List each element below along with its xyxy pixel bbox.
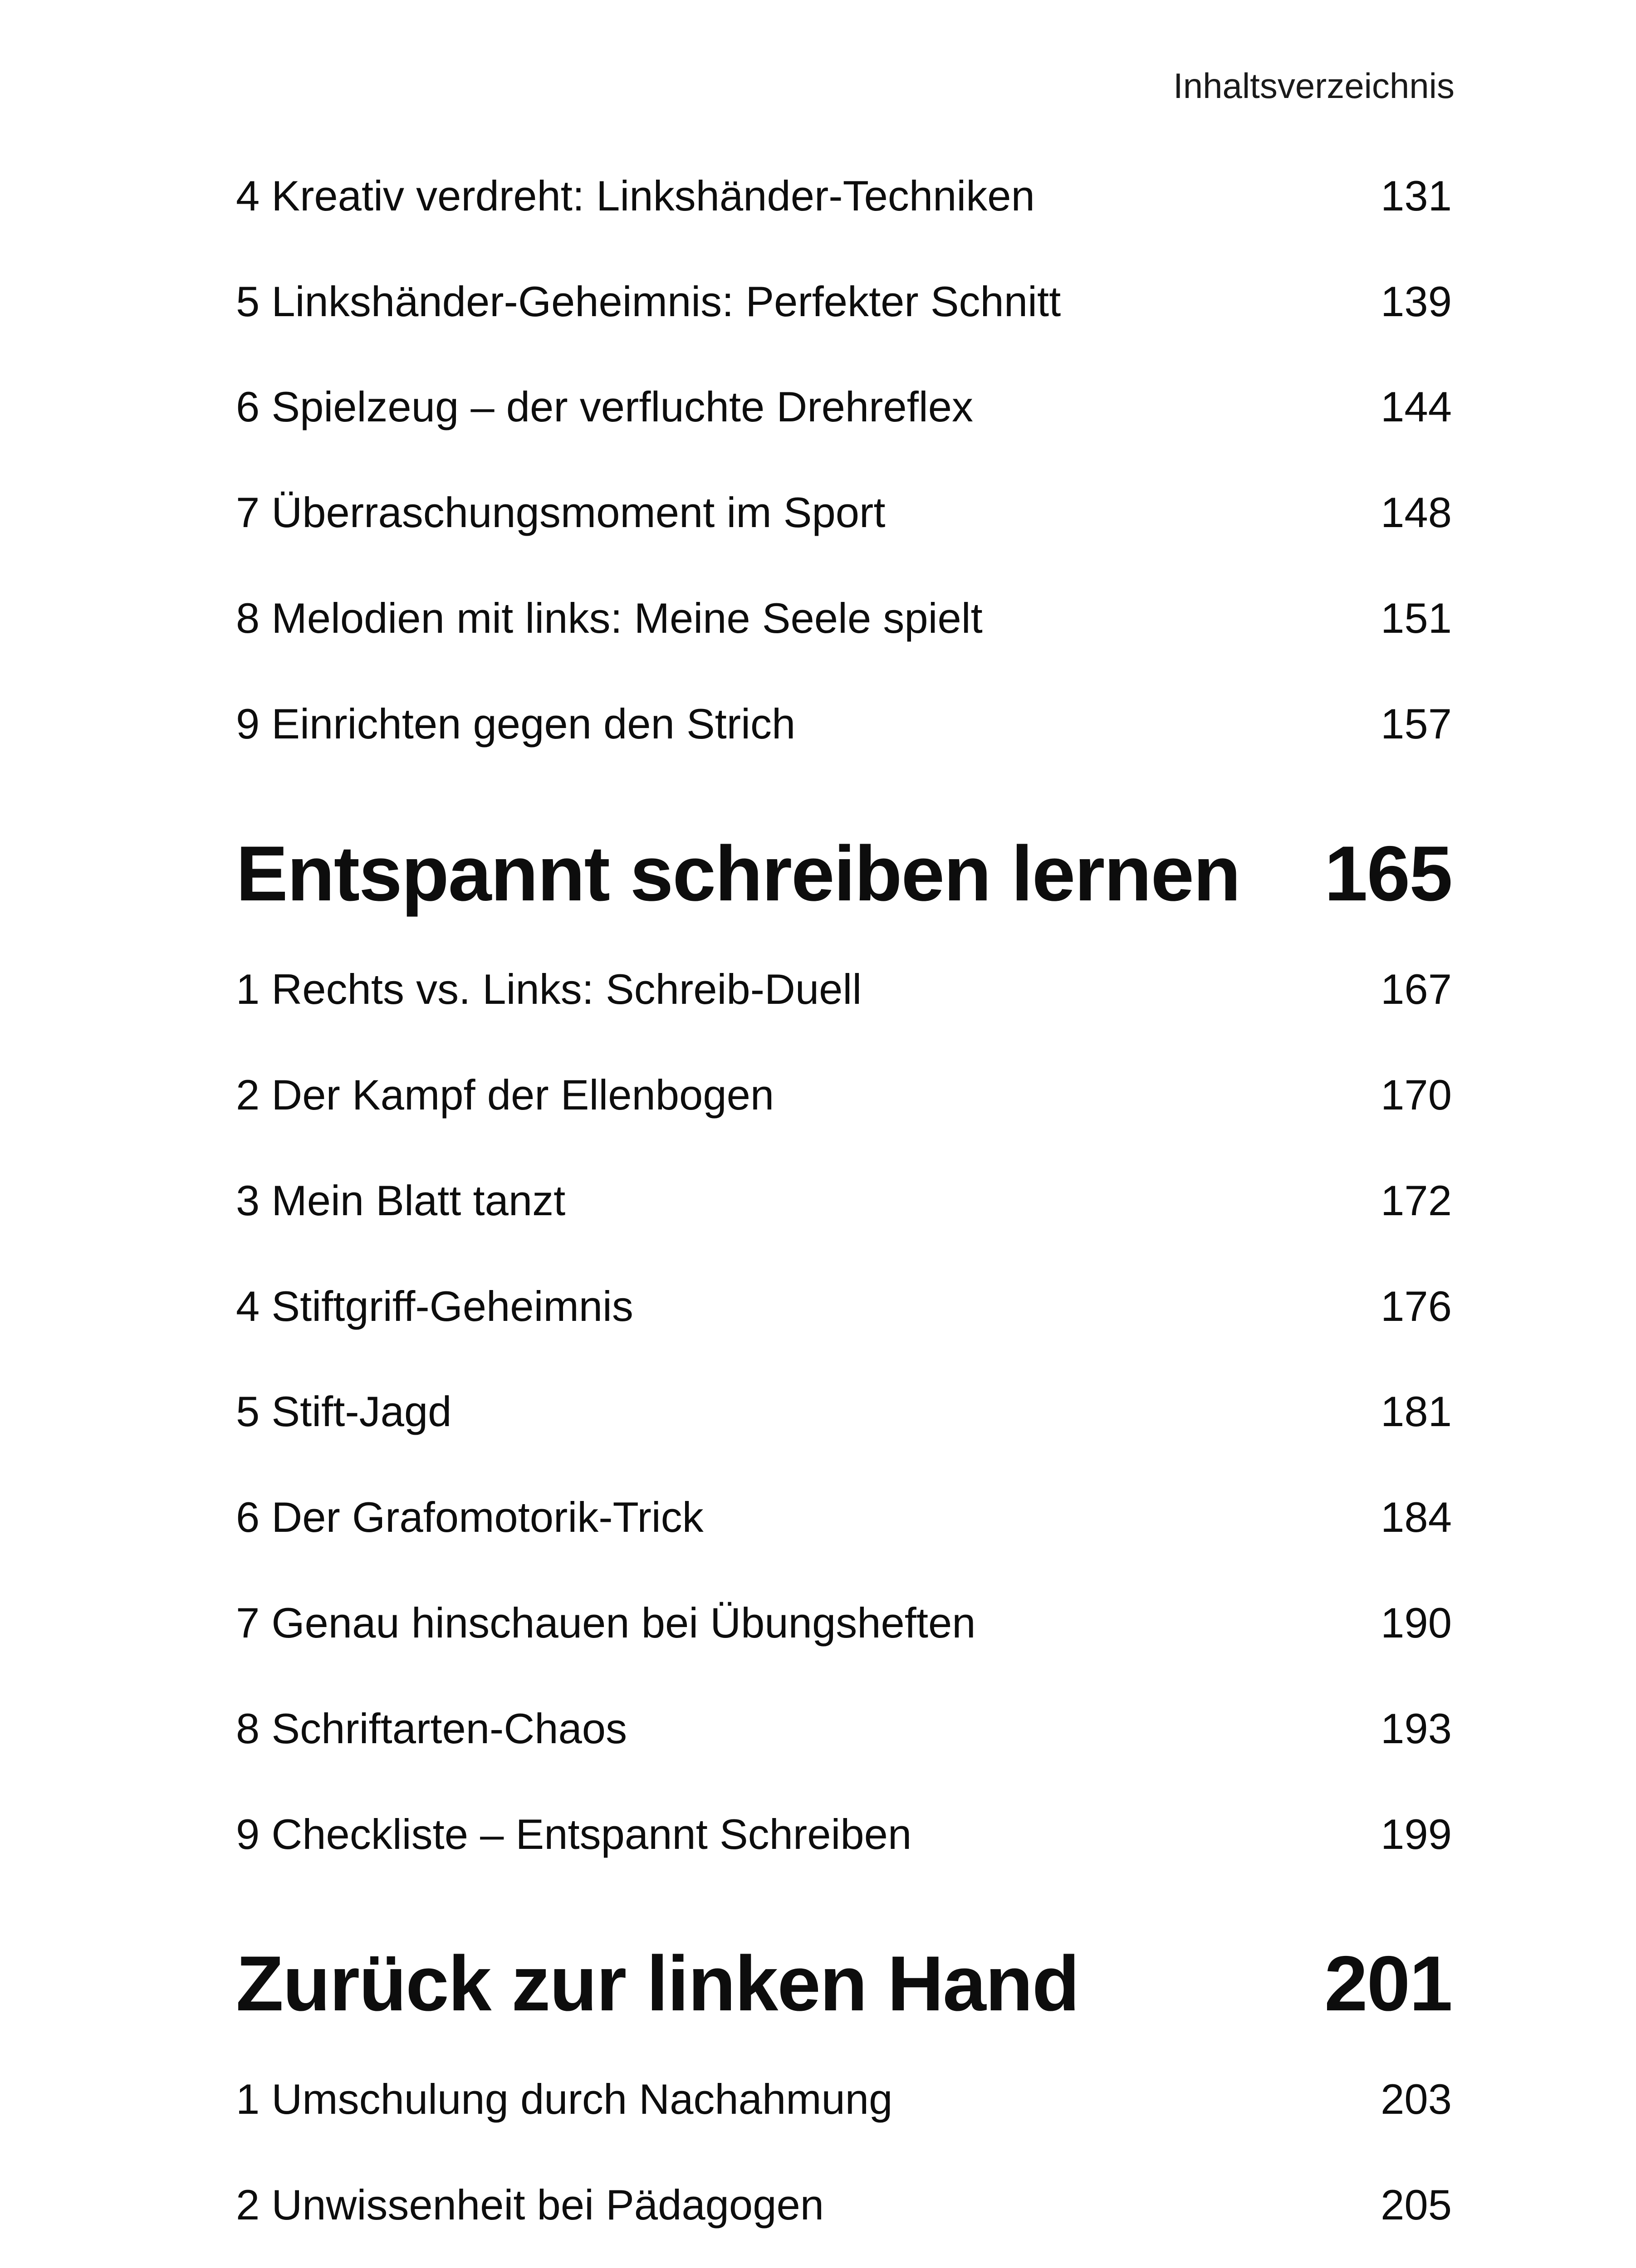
toc-entry-title: 5 Stift-Jagd	[236, 1388, 452, 1435]
running-header: Inhaltsverzeichnis	[1173, 66, 1455, 106]
chapter-page: 201	[1324, 1940, 1452, 2027]
toc-entry	[236, 594, 1452, 642]
toc-entry-title: 5 Linkshänder-Geheimnis: Perfekter Schnitt	[236, 278, 1061, 325]
toc-entry	[236, 965, 1452, 1013]
toc-chapter-heading	[236, 1940, 1452, 2027]
toc-entry-title: 8 Melodien mit links: Meine Seele spielt	[236, 594, 983, 642]
toc-entry-page: 176	[1381, 1282, 1452, 1330]
toc-entry-page: 139	[1381, 278, 1452, 325]
toc-entry	[236, 1707, 1452, 1750]
toc-entry-page: 172	[1381, 1177, 1452, 1224]
toc-entry-title: 9 Checkliste – Entspannt Schreiben	[236, 1810, 912, 1858]
toc-entry-page: 181	[1381, 1388, 1452, 1435]
toc-entry	[236, 1810, 1452, 1858]
toc-entry	[236, 1282, 1452, 1330]
toc-entry-title: 9 Einrichten gegen den Strich	[236, 700, 796, 748]
toc-entry-title: 4 Stiftgriff-Geheimnis	[236, 1282, 633, 1330]
toc-entry-page: 157	[1381, 700, 1452, 748]
toc-entry-title: 7 Überraschungsmoment im Sport	[236, 489, 886, 536]
toc-entry-title: 6 Spielzeug – der verfluchte Drehreflex	[236, 383, 973, 430]
toc-entry-page: 144	[1381, 383, 1452, 430]
toc-entry	[236, 491, 1452, 534]
toc-entry-title: 2 Unwissenheit bei Pädagogen	[236, 2181, 824, 2229]
toc-entry	[236, 1493, 1452, 1541]
toc-entry-title: 3 Mein Blatt tanzt	[236, 1177, 566, 1224]
toc-entry-page: 199	[1381, 1810, 1452, 1858]
toc-entry-title: 6 Der Grafomotorik-Trick	[236, 1493, 704, 1541]
toc-entry-page: 167	[1381, 965, 1452, 1013]
toc-entry-title: 7 Genau hinschauen bei Übungsheften	[236, 1599, 976, 1647]
toc-entry	[236, 2075, 1452, 2123]
toc-entry-page: 184	[1381, 1493, 1452, 1541]
toc-entry-page: 131	[1381, 172, 1452, 220]
toc-entry	[236, 383, 1452, 430]
chapter-title: Zurück zur linken Hand	[236, 1940, 1079, 2027]
toc-entry-title: 2 Der Kampf der Ellenbogen	[236, 1071, 774, 1119]
toc-entry-page: 151	[1381, 594, 1452, 642]
toc-entry-page: 170	[1381, 1071, 1452, 1119]
chapter-page: 165	[1324, 830, 1452, 917]
toc-entry	[236, 700, 1452, 748]
toc-entry	[236, 1071, 1452, 1119]
toc-entry-title: 8 Schriftarten-Chaos	[236, 1705, 627, 1752]
toc-entry-title: 1 Rechts vs. Links: Schreib-Duell	[236, 965, 862, 1013]
toc-entry	[236, 1390, 1452, 1433]
chapter-title: Entspannt schreiben lernen	[236, 830, 1240, 917]
toc-entry	[236, 1599, 1452, 1647]
toc-entry-title: 1 Umschulung durch Nachahmung	[236, 2075, 893, 2123]
toc-entry	[236, 1179, 1452, 1222]
toc-entry	[236, 280, 1452, 323]
toc-entry	[236, 2181, 1452, 2229]
toc-entry-page: 148	[1381, 489, 1452, 536]
toc-chapter-heading	[236, 830, 1452, 917]
toc-entry-page: 205	[1381, 2181, 1452, 2229]
toc-entry-page: 203	[1381, 2075, 1452, 2123]
toc-entry	[236, 172, 1452, 220]
toc-entry-page: 190	[1381, 1599, 1452, 1647]
toc-entry-page: 193	[1381, 1705, 1452, 1752]
toc-entry-title: 4 Kreativ verdreht: Linkshänder-Techniken	[236, 172, 1035, 220]
